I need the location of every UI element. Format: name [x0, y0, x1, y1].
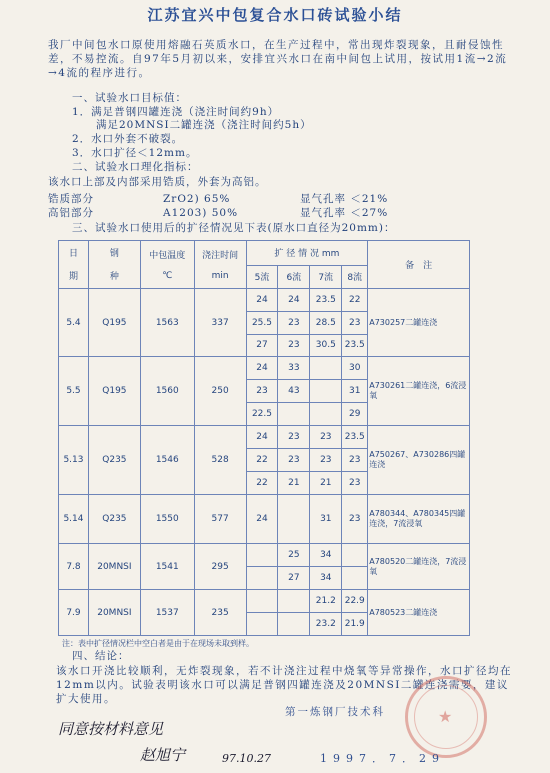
cell-temp: 1537	[140, 590, 194, 636]
header-strand-7: 7流	[310, 265, 342, 288]
cell-date: 7.9	[59, 590, 89, 636]
cell-date: 7.8	[59, 544, 89, 590]
cell-time: 337	[194, 288, 246, 357]
cell-strand-8: 22.9	[342, 590, 368, 613]
cell-strand-8: 31	[342, 380, 368, 403]
section-4-title: 四、结论：	[72, 650, 130, 662]
cell-temp: 1550	[140, 494, 194, 544]
cell-steel: 20MNSI	[88, 590, 140, 636]
cell-strand-7: 34	[310, 567, 342, 590]
alumina-content: A1203) 50%	[163, 207, 239, 219]
cell-steel: Q195	[88, 288, 140, 357]
cell-strand-5: 24	[246, 494, 278, 544]
cell-strand-6: 43	[278, 380, 310, 403]
cell-strand-8	[342, 567, 368, 590]
cell-strand-6: 21	[278, 471, 310, 494]
table-row	[59, 288, 470, 311]
header-strand-6: 6流	[278, 265, 310, 288]
cell-temp: 1563	[140, 288, 194, 357]
cell-strand-8: 23	[342, 471, 368, 494]
material-description: 该水口上部及内部采用锆质，外套为高铝。	[48, 176, 267, 188]
cell-strand-6: 23	[278, 311, 310, 334]
alumina-label: 高铝部分	[48, 207, 94, 219]
cell-strand-8: 29	[342, 403, 368, 426]
cell-strand-7: 23.2	[310, 613, 342, 636]
cell-strand-7: 30.5	[310, 334, 342, 357]
cell-strand-5	[246, 567, 278, 590]
header-strand-8: 8流	[342, 265, 368, 288]
cell-strand-6: 25	[278, 544, 310, 567]
cell-note: A730261二罐连浇，6流浸氧	[368, 357, 470, 426]
cell-strand-6	[278, 403, 310, 426]
cell-strand-5: 25.5	[246, 311, 278, 334]
cell-strand-8: 21.9	[342, 613, 368, 636]
cell-strand-5: 24	[246, 357, 278, 380]
header-expansion: 扩 径 情 况 mm	[246, 241, 368, 266]
table-row	[59, 357, 470, 380]
conclusion-paragraph: 该水口开浇比较顺利，无炸裂现象，若不计浇注过程中烧氧等异常操作，水口扩径均在12mm以内。试验表明该水口可以满足普钢四罐连浇及20MNSI二罐连浇需要，建议扩大使用。	[56, 665, 512, 705]
cell-strand-7: 23	[310, 425, 342, 448]
section-3-title: 三、试验水口使用后的扩径情况见下表(原水口直径为20mm)：	[72, 222, 396, 234]
table-row	[59, 544, 470, 567]
cell-strand-8: 23.5	[342, 334, 368, 357]
cell-steel: Q195	[88, 357, 140, 426]
cell-strand-6	[278, 494, 310, 544]
table-row	[59, 590, 470, 613]
cell-strand-7: 21.2	[310, 590, 342, 613]
intro-paragraph: 我厂中间包水口原使用熔融石英质水口，在生产过程中，常出现炸裂现象，且耐侵蚀性差，不易控流。自97年5月初以来，安排宜兴水口在南中间包上试用，按试用1流→2流→4流的程序进行。	[48, 39, 508, 79]
handwritten-name: 赵旭宁	[140, 746, 186, 764]
cell-strand-8: 23	[342, 448, 368, 471]
header-date: 日 期	[59, 241, 89, 289]
cell-strand-5: 22	[246, 471, 278, 494]
target-item-3: 3．水口扩径＜12mm。	[72, 147, 198, 159]
document-date: 1997．7．29	[320, 752, 445, 765]
cell-temp: 1560	[140, 357, 194, 426]
cell-strand-8: 30	[342, 357, 368, 380]
table-row	[59, 494, 470, 544]
cell-date: 5.13	[59, 425, 89, 494]
cell-strand-8: 22	[342, 288, 368, 311]
cell-steel: 20MNSI	[88, 544, 140, 590]
target-item-2: 2．水口外套不破裂。	[72, 133, 184, 145]
cell-strand-5: 23	[246, 380, 278, 403]
header-strand-5: 5流	[246, 265, 278, 288]
cell-strand-7: 23.5	[310, 288, 342, 311]
table-body	[59, 241, 470, 636]
cell-note: A730257二罐连浇	[368, 288, 470, 357]
section-1-title: 一、试验水口目标值：	[72, 92, 187, 104]
cell-strand-8	[342, 544, 368, 567]
cell-strand-5	[246, 613, 278, 636]
cell-time: 295	[194, 544, 246, 590]
cell-strand-6: 23	[278, 334, 310, 357]
cell-strand-6	[278, 613, 310, 636]
table-row	[59, 425, 470, 448]
cell-date: 5.14	[59, 494, 89, 544]
cell-strand-5: 24	[246, 425, 278, 448]
cell-strand-7	[310, 380, 342, 403]
cell-date: 5.5	[59, 357, 89, 426]
cell-steel: Q235	[88, 494, 140, 544]
cell-strand-7	[310, 403, 342, 426]
alumina-porosity: 显气孔率 ＜27%	[300, 207, 389, 219]
cell-strand-5	[246, 544, 278, 567]
cell-strand-5: 24	[246, 288, 278, 311]
cell-strand-5: 22.5	[246, 403, 278, 426]
cell-steel: Q235	[88, 425, 140, 494]
cell-temp: 1541	[140, 544, 194, 590]
seal-star-icon: ★	[438, 707, 453, 726]
table-footnote: 注：表中扩径情况栏中空白者是由于在现场未取到样。	[62, 639, 254, 648]
cell-strand-6: 27	[278, 567, 310, 590]
cell-note: A750267、A730286四罐连浇	[368, 425, 470, 494]
cell-time: 577	[194, 494, 246, 544]
zirconia-label: 锆质部分	[48, 193, 94, 205]
cell-strand-7: 21	[310, 471, 342, 494]
section-2-title: 二、试验水口理化指标：	[72, 161, 199, 173]
cell-time: 250	[194, 357, 246, 426]
cell-strand-6: 23	[278, 448, 310, 471]
cell-strand-7: 34	[310, 544, 342, 567]
cell-strand-7: 31	[310, 494, 342, 544]
cell-strand-6	[278, 590, 310, 613]
handwritten-approval: 同意按材料意见	[58, 720, 164, 738]
table-header-row	[59, 241, 470, 266]
cell-note: A780344、A780345四罐连浇，7流浸氧	[368, 494, 470, 544]
nozzle-expansion-table	[58, 240, 470, 636]
handwritten-date: 97.10.27	[222, 752, 271, 765]
cell-strand-5: 27	[246, 334, 278, 357]
cell-note: A780520二罐连浇，7流浸氧	[368, 544, 470, 590]
signing-department: 第一炼钢厂技术科	[285, 706, 385, 718]
cell-temp: 1546	[140, 425, 194, 494]
cell-strand-7	[310, 357, 342, 380]
cell-strand-6: 23	[278, 425, 310, 448]
cell-strand-7: 28.5	[310, 311, 342, 334]
cell-time: 235	[194, 590, 246, 636]
cell-strand-8: 23	[342, 311, 368, 334]
header-time: 浇注时间 min	[194, 241, 246, 289]
cell-strand-8: 23	[342, 494, 368, 544]
target-item-1a: 1．满足普钢四罐连浇（浇注时间约9h）	[72, 106, 280, 118]
cell-time: 528	[194, 425, 246, 494]
header-steel: 钢 种	[88, 241, 140, 289]
cell-strand-5	[246, 590, 278, 613]
cell-strand-8: 23.5	[342, 425, 368, 448]
cell-strand-6: 24	[278, 288, 310, 311]
zirconia-content: ZrO2) 65%	[163, 193, 231, 205]
cell-date: 5.4	[59, 288, 89, 357]
document-title: 江苏宜兴中包复合水口砖试验小结	[147, 6, 403, 24]
header-note: 备 注	[368, 241, 470, 289]
header-temp: 中包温度 ℃	[140, 241, 194, 289]
cell-note: A780523二罐连浇	[368, 590, 470, 636]
official-seal-icon	[405, 676, 487, 758]
cell-strand-7: 23	[310, 448, 342, 471]
cell-strand-5: 22	[246, 448, 278, 471]
zirconia-porosity: 显气孔率 ＜21%	[300, 193, 389, 205]
cell-strand-6: 33	[278, 357, 310, 380]
target-item-1b: 满足20MNSI二罐连浇（浇注时间约5h）	[96, 119, 312, 131]
